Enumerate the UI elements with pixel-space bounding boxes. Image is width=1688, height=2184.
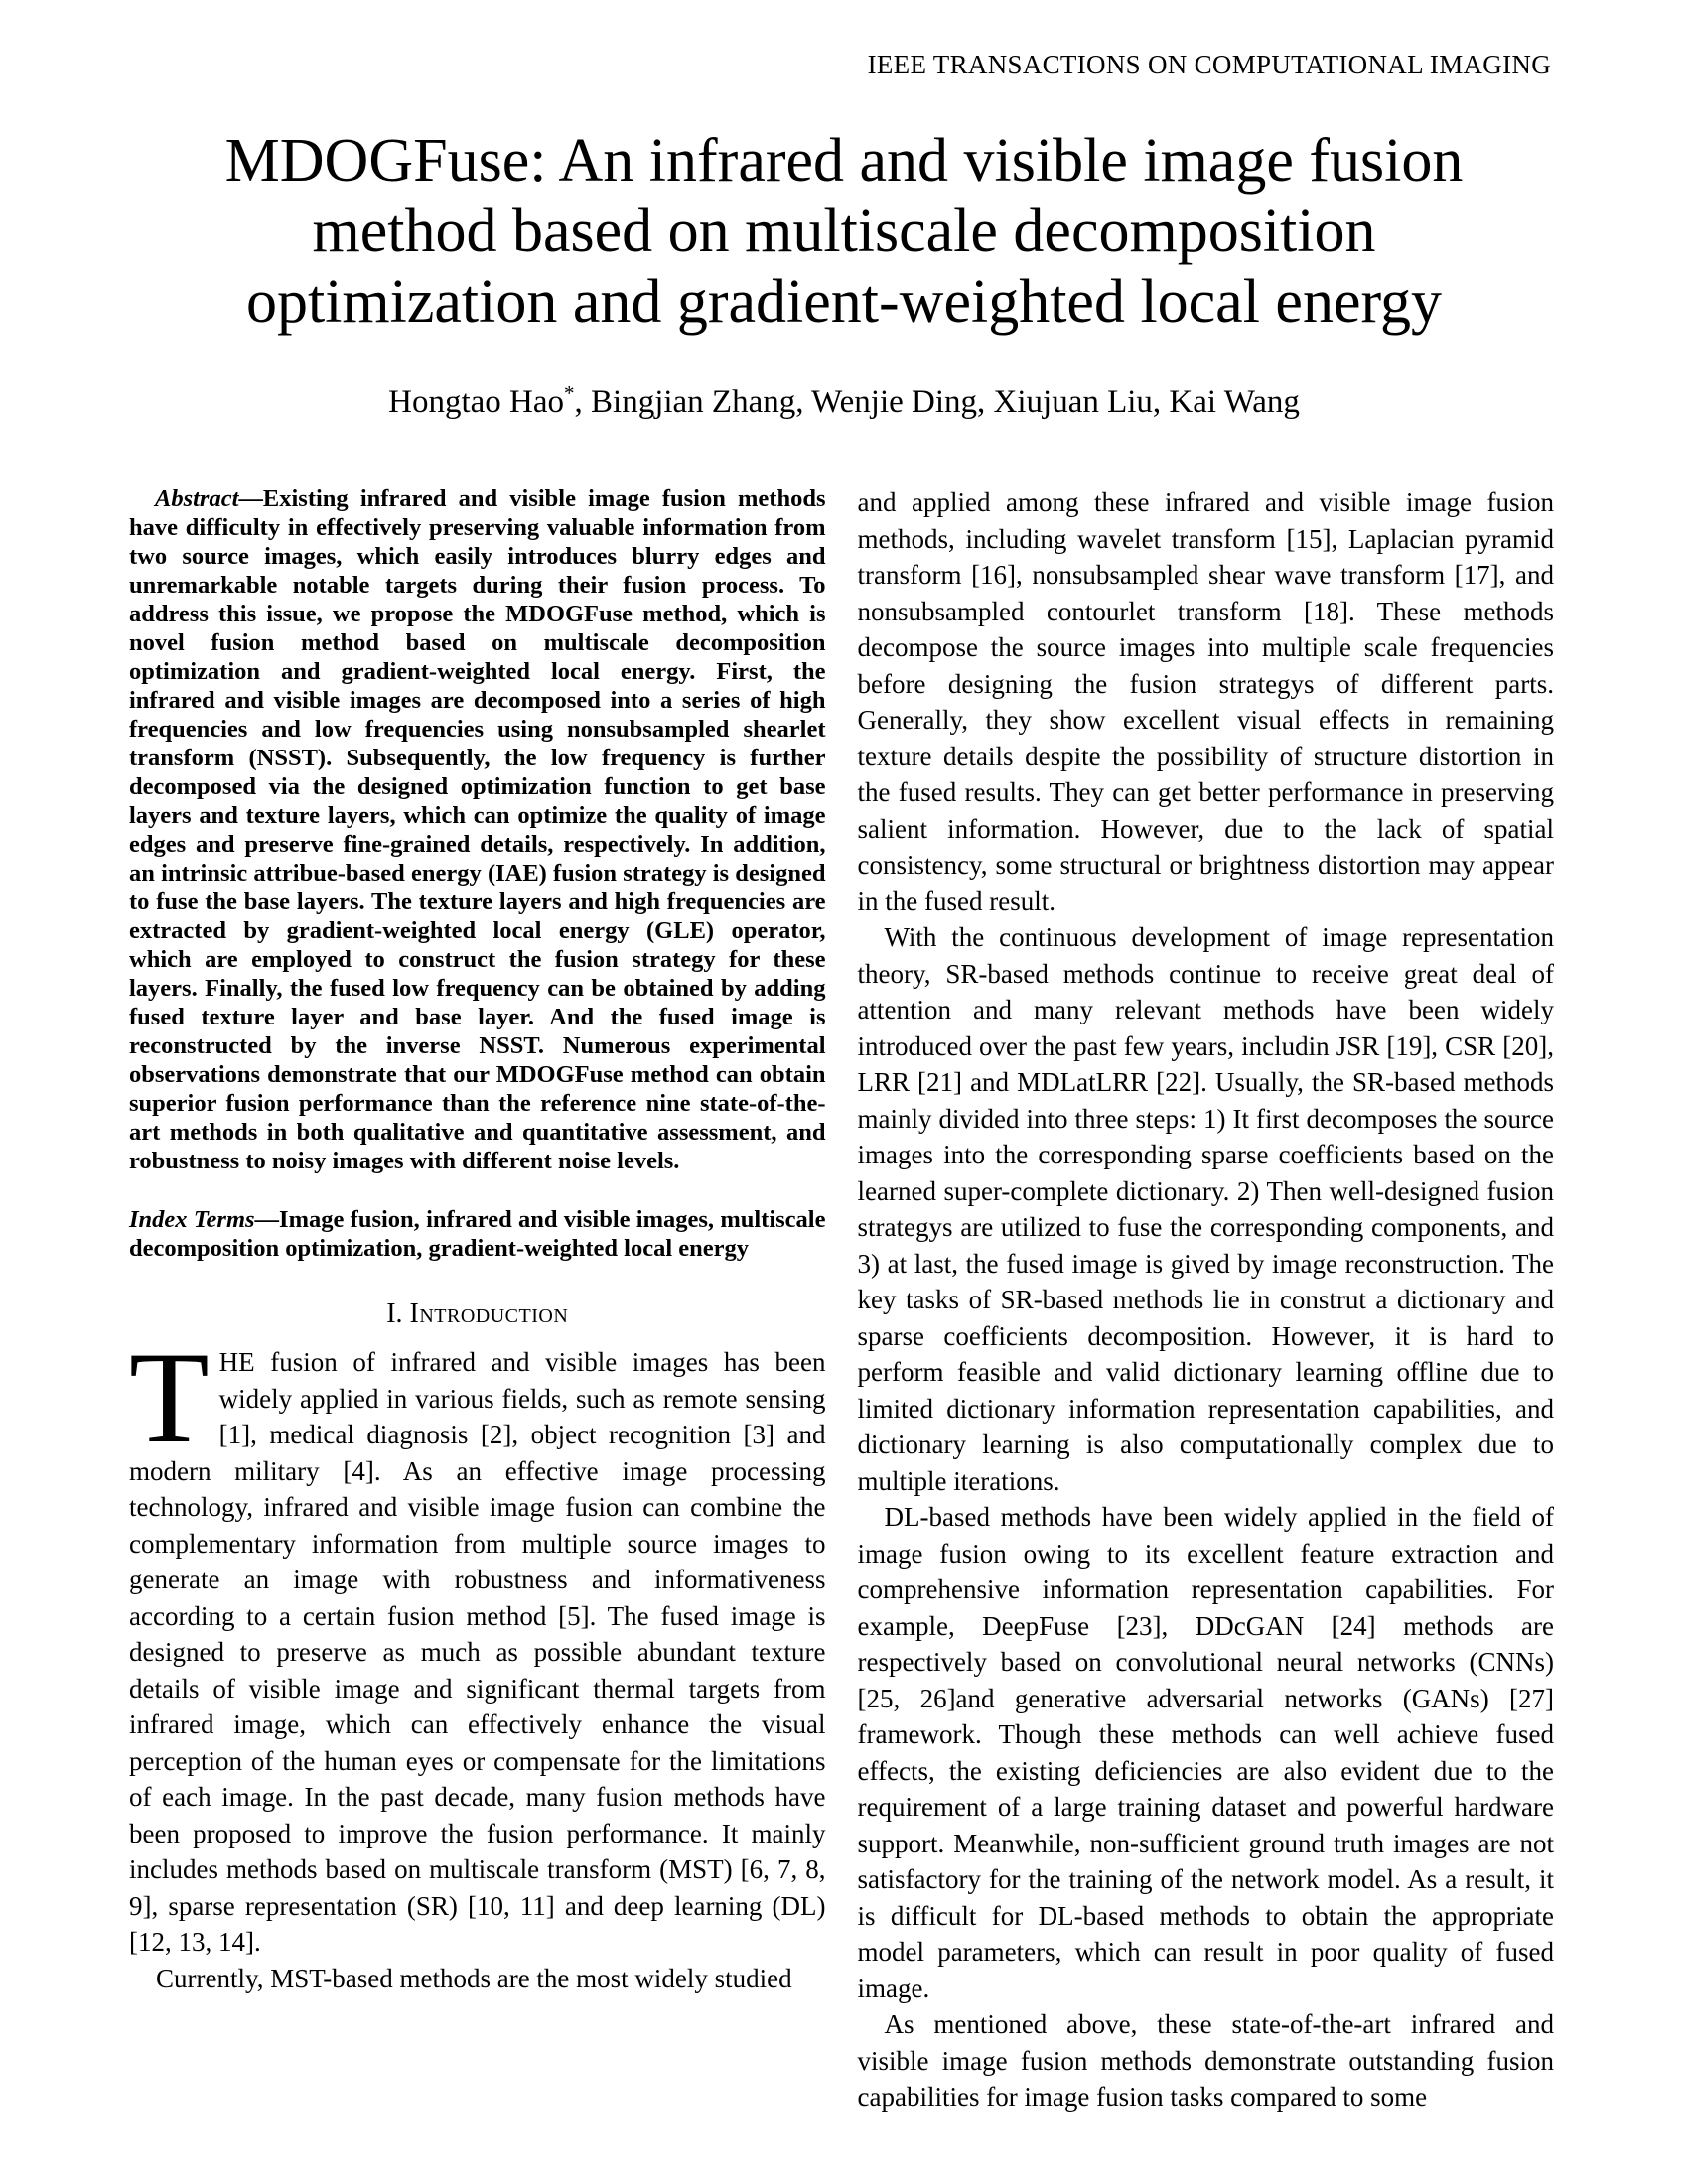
right-column (858, 484, 1555, 2116)
running-head: IEEE TRANSACTIONS ON COMPUTATIONAL IMAGING (867, 50, 1551, 79)
section-title: Introduction (409, 1298, 569, 1329)
left-column (129, 484, 826, 1996)
section-heading-introduction (129, 1298, 826, 1330)
right-column-paragraph-4: As mentioned above, these state-of-the-art infrared and visible image fusion methods demonstrate outstanding fusion capabilities for image fusion tasks compared to some (857, 2009, 1554, 2112)
right-column-paragraph-2: With the continuous development of image representation theory, SR-based methods continue to receive great deal of attention and many relevant methods have been widely introduced over the past few years, includin JSR [19], CSR [20], LRR [21] and MDLatLRR [22]. Usually, the SR-based methods mainly divided into three steps: 1) It first decomposes the source images into the corresponding sparse coefficients based on the learned super-complete dictionary. 2) Then well-designed fusion strategys are utilized to fuse the corresponding components, and 3) at last, the fused image is gived by image reconstruction. The key tasks of SR-based methods lie in construt a dictionary and sparse coefficients decomposition. However, it is hard to perform feasible and valid dictionary learning offline due to limited dictionary information representation capabilities, and dictionary learning is also computationally complex due to multiple iterations. (857, 922, 1554, 1496)
authors-rest: , Bingjian Zhang, Wenjie Ding, Xiujuan Liu, Kai Wang (574, 384, 1300, 420)
intro-paragraph-2: Currently, MST-based methods are the most widely studied (156, 1963, 792, 1993)
index-terms-label: Index Terms (129, 1206, 255, 1233)
paper-title-line-2: method based on multiscale decomposition (312, 198, 1376, 265)
intro-paragraph-1-text: HE fusion of infrared and visible images has been widely applied in various fields, such as remote sensing [1], medical diagnosis [2], object recognition [3] and modern military [4]. As an effective image processing technology, infrared and visible image fusion can combine the complementary information from multiple source images to generate an image with robustness and informativeness according to a certain fusion method [5]. The fused image is designed to preserve as much as possible abundant texture details of visible image and significant thermal targets from infrared image, which can effectively enhance the visual perception of the human eyes or compensate for the limitations of each image. In the past decade, many fusion methods have been proposed to improve the fusion performance. It mainly includes methods based on multiscale transform (MST) [6, 7, 8, 9], sparse representation (SR) [10, 11] and deep learning (DL) [12, 13, 14]. (129, 1347, 826, 1957)
paper-title (109, 126, 1579, 338)
drop-cap: T (129, 1324, 210, 1470)
paper-title-line-1: MDOGFuse: An infrared and visible image fusion (224, 127, 1464, 195)
section-number: I. (386, 1298, 403, 1329)
right-column-paragraph-1: and applied among these infrared and visible image fusion methods, including wavelet transform [15], Laplacian pyramid transform [16], nonsubsampled shear wave transform [17], and nonsubsampled contourlet transform [18]. These methods decompose the source images into multiple scale frequencies before designing the fusion strategys of different parts. Generally, they show excellent visual effects in remaining texture details despite the possibility of structure distortion in the fused results. They can get better performance in preserving salient information. However, due to the lack of spatial consistency, some structural or brightness distortion may appear in the fused result. (857, 487, 1554, 916)
author-corresponding-marker: * (564, 381, 575, 405)
two-column-body (0, 421, 1688, 2116)
authors-line (0, 381, 1688, 421)
abstract-label: Abstract (155, 485, 239, 512)
paper-title-line-3: optimization and gradient-weighted local energy (245, 268, 1442, 336)
intro-paragraph-1 (129, 1324, 826, 1961)
author-first: Hongtao Hao (388, 384, 565, 420)
abstract-text: —Existing infrared and visible image fusion methods have difficulty in effectively preserving valuable information from two source images, which easily introduces blurry edges and unremarkable notable targets during their fusion process. To address this issue, we propose the MDOGFuse method, which is novel fusion method based on multiscale decomposition optimization and gradient-weighted local energy. First, the infrared and visible images are decomposed into a series of high frequencies and low frequencies using nonsubsampled shearlet transform (NSST). Subsequently, the low frequency is further decomposed via the designed optimization function to get base layers and texture layers, which can optimize the quality of image edges and preserve fine-grained details, respectively. In addition, an intrinsic attribue-based energy (IAE) fusion strategy is designed to fuse the base layers. The texture layers and high frequencies are extracted by gradient-weighted local energy (GLE) operator, which are employed to construct the fusion strategy for these layers. Finally, the fused low frequency can be obtained by adding fused texture layer and base layer. And the fused image is reconstructed by the inverse NSST. Numerous experimental observations demonstrate that our MDOGFuse method can obtain superior fusion performance than the reference nine state-of-the-art methods in both qualitative and quantitative assessment, and robustness to noisy images with different noise levels. (129, 485, 826, 1174)
index-terms-text: —Image fusion, infrared and visible images, multiscale decomposition optimization, gradient-weighted local energy (129, 1206, 826, 1262)
right-column-paragraph-3: DL-based methods have been widely applied in the field of image fusion owing to its excellent feature extraction and comprehensive information representation capabilities. For example, DeepFuse [23], DDcGAN [24] methods are respectively based on convolutional neural networks (CNNs) [25, 26]and generative adversarial networks (GANs) [27] framework. Though these methods can well achieve fused effects, the existing deficiencies are also evident due to the requirement of a large training dataset and powerful hardware support. Meanwhile, non-sufficient ground truth images are not satisfactory for the training of the network model. As a result, it is difficult for DL-based methods to obtain the appropriate model parameters, which can result in poor quality of fused image. (857, 1502, 1554, 2003)
abstract-paragraph (129, 484, 826, 1175)
index-terms-paragraph (129, 1205, 826, 1263)
